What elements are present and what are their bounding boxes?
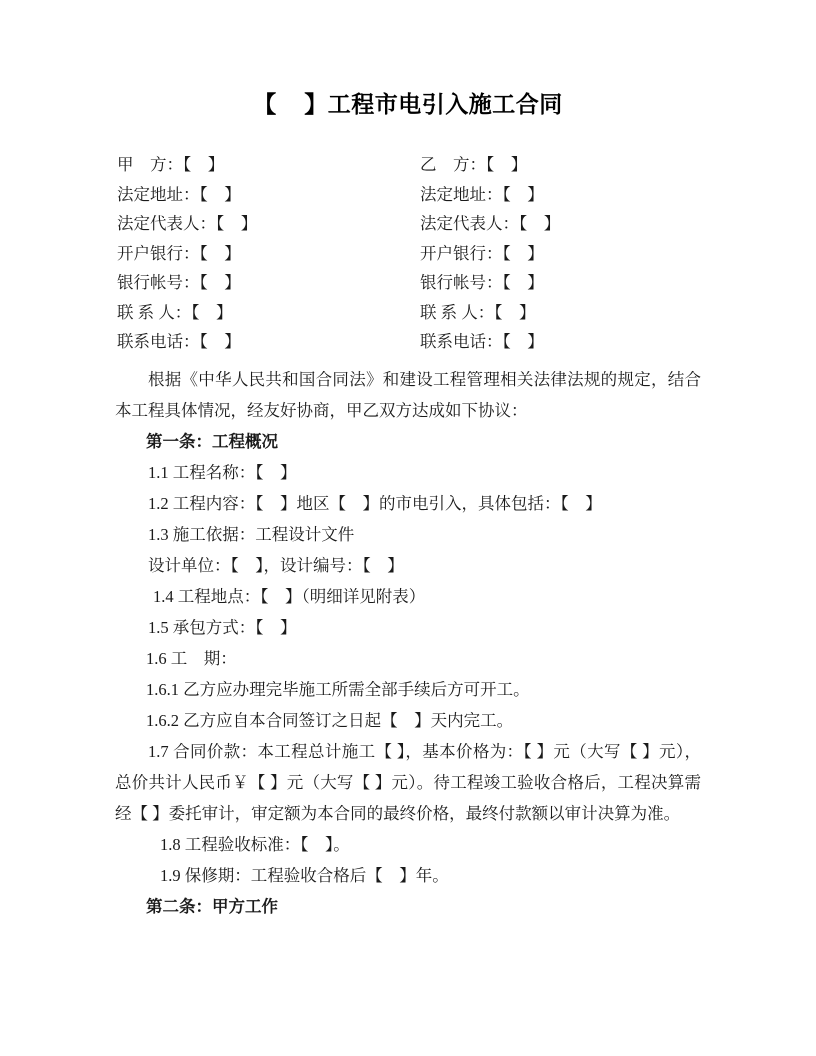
section-2-heading: 第二条：甲方工作	[146, 897, 278, 916]
clause-1-2: 1.2 工程内容：【 】地区【 】的市电引入，具体包括：【 】	[148, 494, 602, 513]
party-b-bank: 开户银行：【 】	[420, 243, 544, 263]
clause-1-4: 1.4 工程地点：【 】（明细详见附表）	[153, 587, 426, 606]
party-a-phone: 联系电话：【 】	[117, 332, 241, 351]
clause-1-3: 1.3 施工依据：工程设计文件	[148, 525, 355, 544]
clause-1-6: 1.6 工 期：	[146, 649, 237, 668]
contract-body	[115, 364, 701, 922]
clause-1-6-2: 1.6.2 乙方应自本合同签订之日起【 】天内完工。	[146, 711, 514, 730]
party-a-legal-rep: 法定代表人：【 】	[117, 214, 258, 233]
clause-1-1: 1.1 工程名称：【 】	[148, 463, 297, 482]
party-b-contact: 联 系 人：【 】	[420, 302, 536, 322]
party-b-name: 乙 方：【 】	[420, 155, 528, 174]
section-1-heading: 第一条：工程概况	[146, 432, 278, 451]
party-b-account: 银行帐号：【 】	[420, 273, 544, 292]
clause-1-7: 1.7 合同价款：本工程总计施工【 】，基本价格为：【 】元（大写【 】元），总价共计人民币￥【 】元（大写【 】元）。待工程竣工验收合格后，工程决算需经【 】委托审计，审定额为本合同的最终价格，最终付款额以审计决算为准。	[115, 742, 701, 823]
party-b-address: 法定地址：【 】	[420, 184, 544, 204]
party-row	[0, 209, 816, 239]
party-row	[0, 180, 816, 210]
party-row	[0, 239, 816, 269]
party-a-contact: 联 系 人：【 】	[117, 302, 233, 322]
party-b-phone: 联系电话：【 】	[420, 332, 544, 351]
party-a-address: 法定地址：【 】	[117, 184, 241, 204]
clause-1-3-design-unit: 设计单位：【 】，设计编号：【 】	[148, 556, 404, 575]
clause-1-9: 1.9 保修期：工程验收合格后【 】年。	[160, 866, 449, 885]
party-row	[0, 150, 816, 180]
party-row	[0, 268, 816, 298]
clause-1-6-1: 1.6.1 乙方应办理完毕施工所需全部手续后方可开工。	[146, 680, 530, 699]
clause-1-5: 1.5 承包方式：【 】	[148, 618, 297, 637]
party-row	[0, 327, 816, 357]
party-row	[0, 298, 816, 328]
page-title: 【 】工程市电引入施工合同	[253, 91, 563, 117]
party-b-legal-rep: 法定代表人：【 】	[420, 214, 561, 233]
clause-1-8: 1.8 工程验收标准：【 】。	[160, 835, 350, 854]
party-a-bank: 开户银行：【 】	[117, 243, 241, 263]
party-a-account: 银行帐号：【 】	[117, 273, 241, 292]
preamble-paragraph: 根据《中华人民共和国合同法》和建设工程管理相关法律法规的规定，结合本工程具体情况，经友好协商，甲乙双方达成如下协议：	[115, 370, 701, 420]
party-a-name: 甲 方：【 】	[117, 155, 225, 174]
parties-block	[0, 150, 816, 357]
